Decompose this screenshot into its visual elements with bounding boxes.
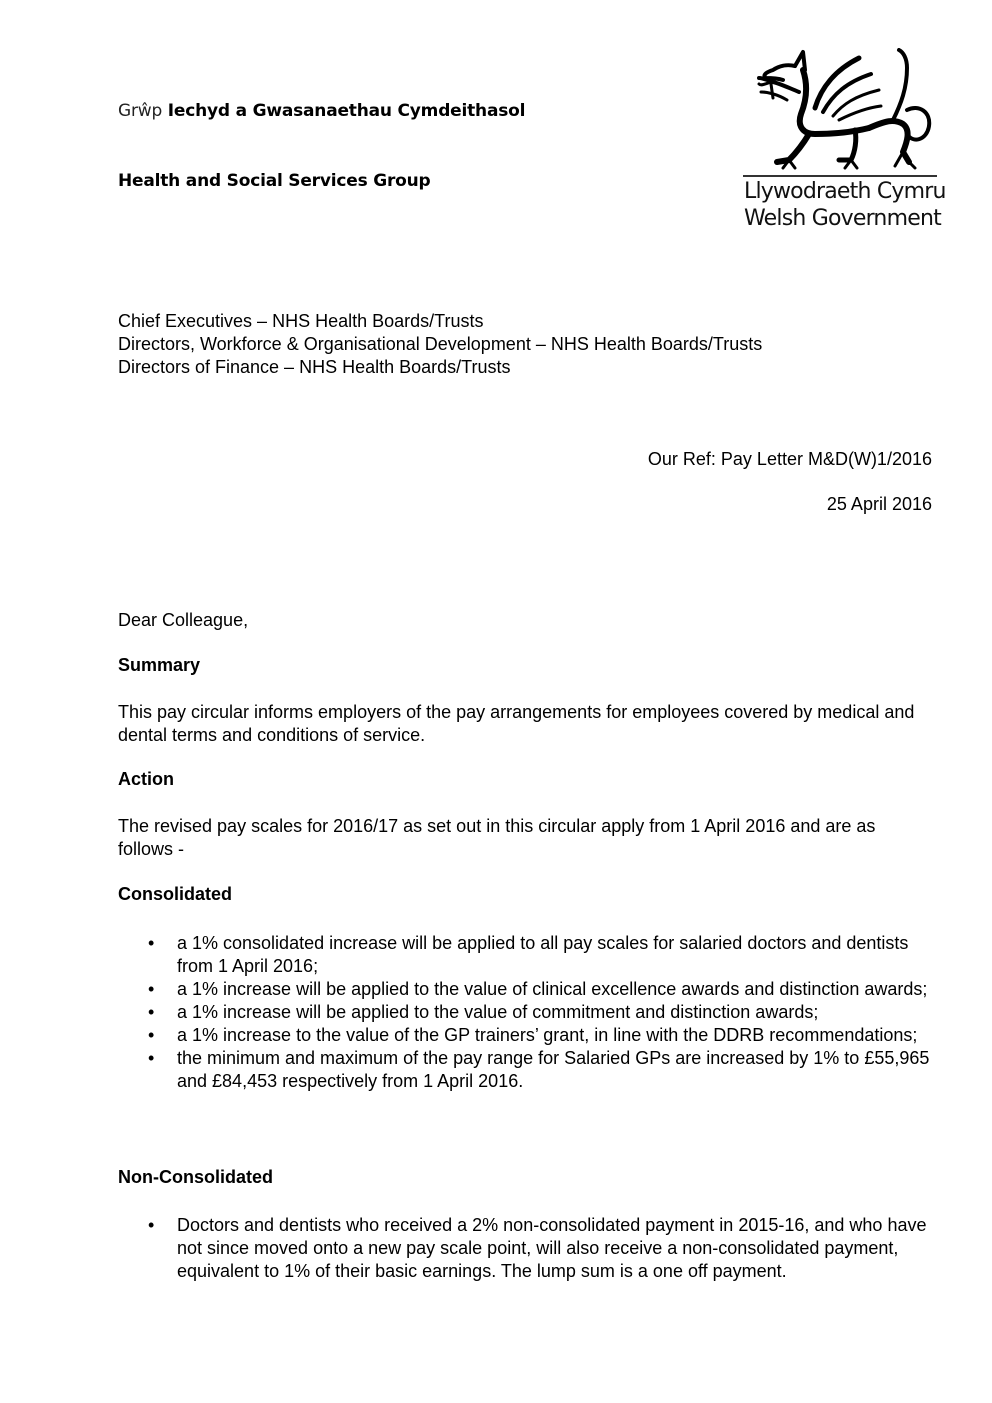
recipient-line: Chief Executives – NHS Health Boards/Trusts — [118, 311, 484, 331]
logo-english-name: Welsh Government — [744, 206, 941, 231]
recipient-line: Directors of Finance – NHS Health Boards/Trusts — [118, 357, 511, 377]
list-item: • a 1% increase to the value of the GP trainers’ grant, in line with the DDRB recommendations; — [148, 1025, 918, 1045]
non-consolidated-heading: Non-Consolidated — [118, 1167, 273, 1187]
welsh-group-name: Iechyd a Gwasanaethau Cymdeithasol — [167, 101, 526, 121]
list-item: • a 1% increase will be applied to the value of commitment and distinction awards; — [148, 1002, 819, 1022]
bullet-icon: • — [148, 1025, 155, 1045]
summary-text: This pay circular informs employers of the pay arrangements for employees covered by medical and dental terms and conditions of service. — [118, 702, 915, 745]
bullet-icon: • — [148, 1002, 155, 1022]
recipient-line: Directors, Workforce & Organisational Development – NHS Health Boards/Trusts — [118, 334, 763, 354]
logo-wordmark — [744, 178, 946, 232]
non-consolidated-list — [118, 1214, 930, 1283]
our-reference: Our Ref: Pay Letter M&D(W)1/2016 — [647, 449, 932, 469]
list-item: • a 1% increase will be applied to the value of clinical excellence awards and distinction awards; — [148, 979, 928, 999]
action-text: The revised pay scales for 2016/17 as set out in this circular apply from 1 April 2016 and are as follows - — [118, 816, 876, 859]
consolidated-heading: Consolidated — [118, 884, 233, 904]
bullet-icon: • — [148, 1215, 155, 1235]
bullet-icon: • — [148, 979, 155, 999]
action-heading: Action — [118, 769, 174, 789]
bullet-icon: • — [148, 933, 155, 953]
logo-divider — [743, 175, 937, 177]
salutation: Dear Colleague, — [118, 610, 249, 630]
bullet-icon: • — [148, 1048, 155, 1068]
list-item: • the minimum and maximum of the pay range for Salaried GPs are increased by 1% to £55,965 and £84,453 respectively from 1 April 2016. — [148, 1048, 930, 1091]
summary-heading: Summary — [118, 655, 201, 675]
consolidated-list — [118, 932, 930, 1093]
list-item: • a 1% consolidated increase will be applied to all pay scales for salaried doctors and dentists from 1 April 2016; — [148, 933, 909, 976]
welsh-group-title — [118, 101, 525, 121]
logo-welsh-name: Llywodraeth Cymru — [744, 179, 946, 204]
welsh-group-prefix: Grŵp — [118, 101, 163, 121]
recipients-block — [118, 310, 762, 379]
list-item: • Doctors and dentists who received a 2% non-consolidated payment in 2015-16, and who have not since moved onto a new pay scale point, will also receive a non-consolidated payment, equivalent to 1% of their basic earnings. The lump sum is a one off payment. — [148, 1215, 927, 1281]
letter-date: 25 April 2016 — [826, 494, 932, 514]
english-group-title: Health and Social Services Group — [118, 171, 431, 191]
